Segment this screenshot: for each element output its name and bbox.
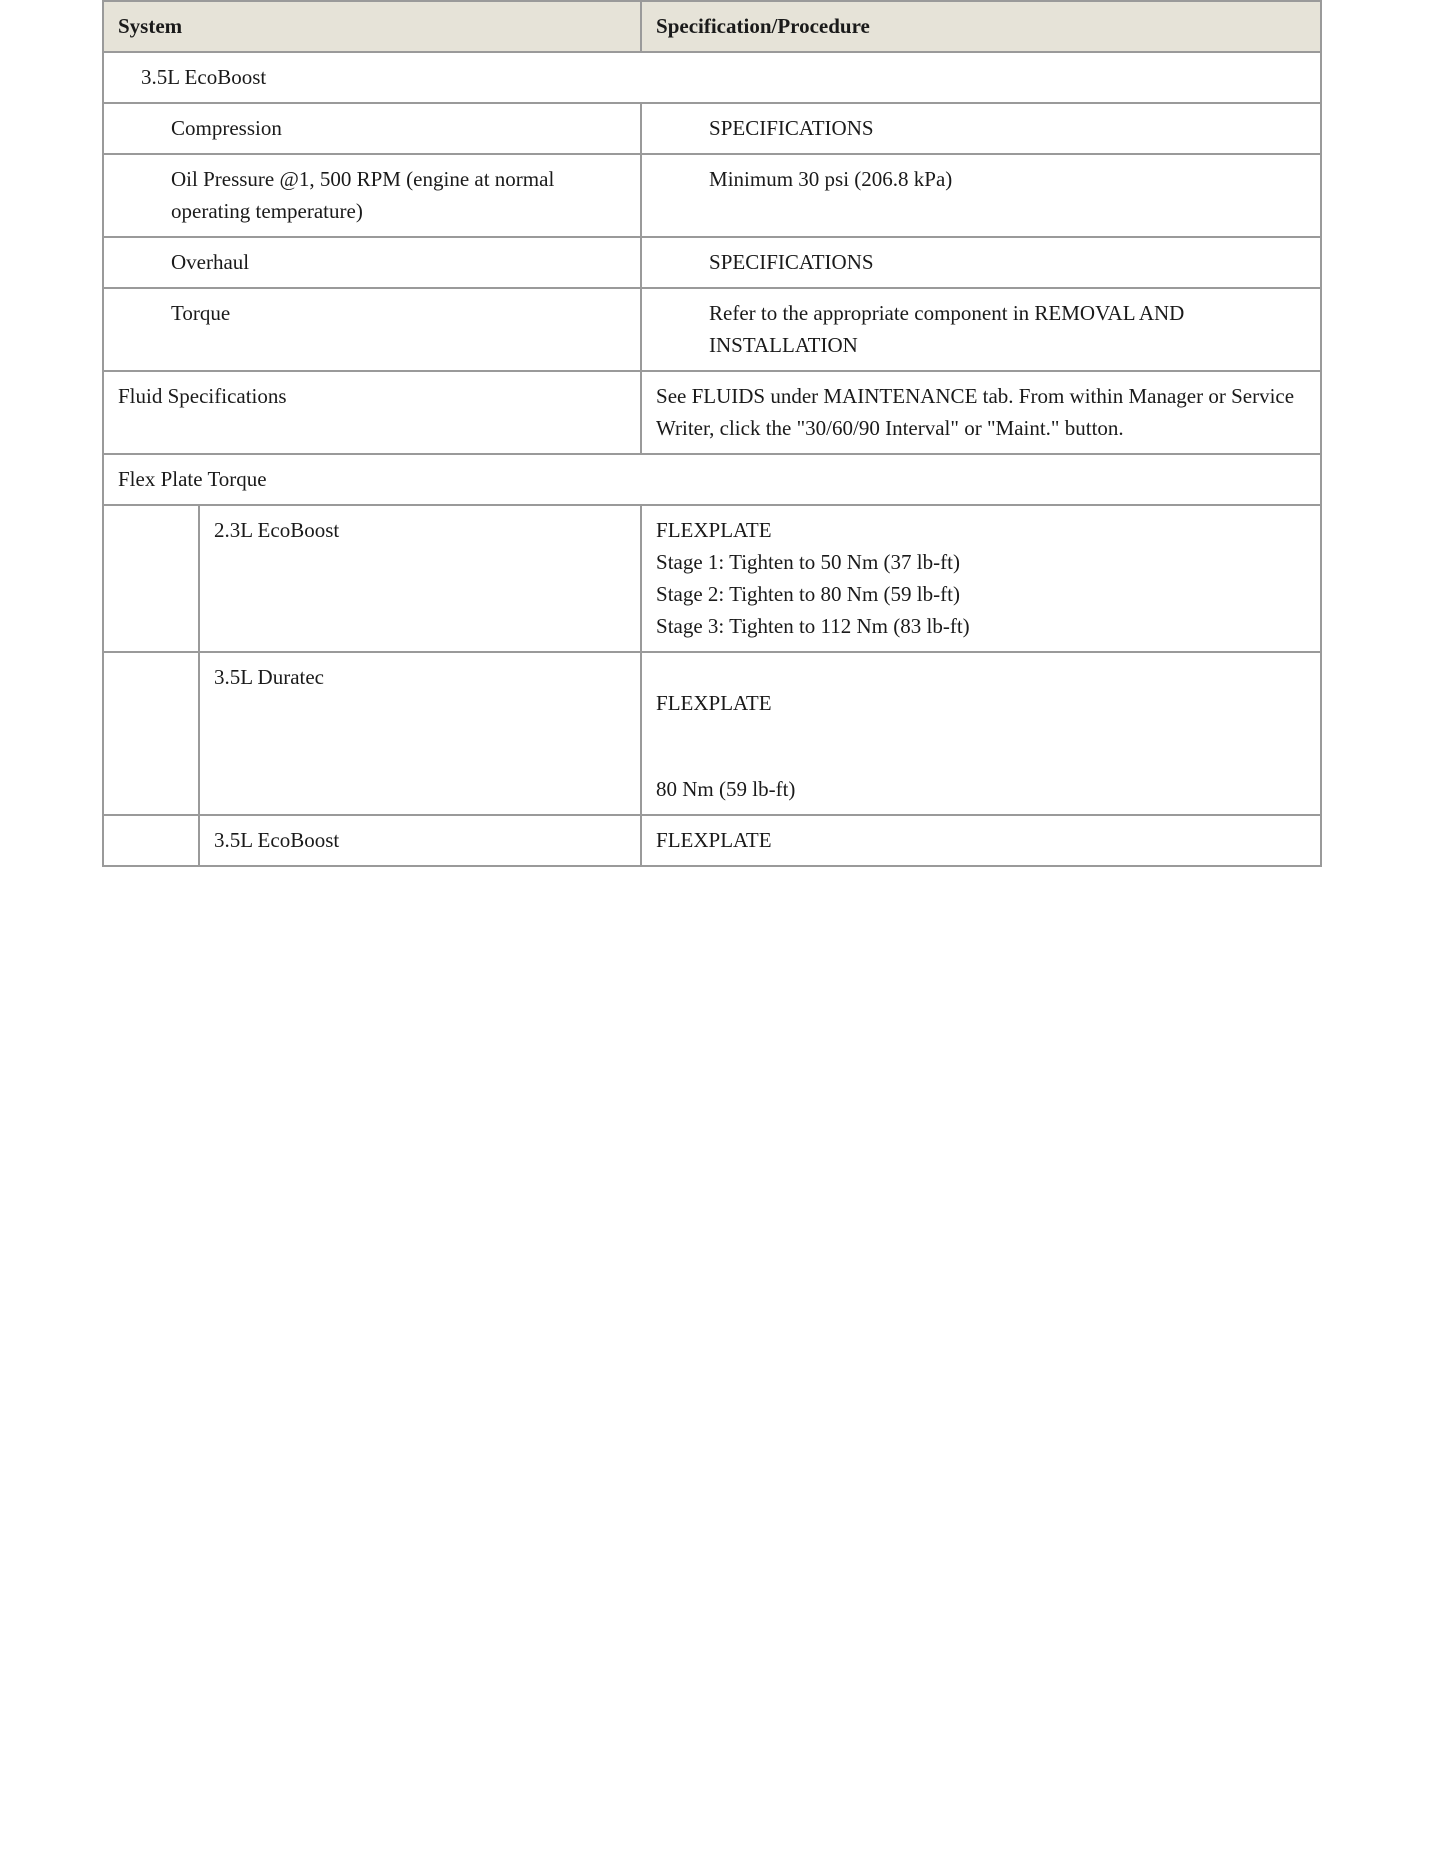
column-header-specification: Specification/Procedure <box>641 1 1321 52</box>
spec-cell: SPECIFICATIONS <box>641 237 1321 288</box>
spec-line: 80 Nm (59 lb-ft) <box>656 777 796 801</box>
spec-cell: SPECIFICATIONS <box>641 103 1321 154</box>
spec-line: Stage 3: Tighten to 112 Nm (83 lb-ft) <box>656 614 970 638</box>
spec-cell <box>641 652 1321 815</box>
spec-line: Stage 2: Tighten to 80 Nm (59 lb-ft) <box>656 582 960 606</box>
table-row <box>103 288 1321 371</box>
spec-cell: Refer to the appropriate component in REMOVAL AND INSTALLATION <box>641 288 1321 371</box>
system-cell: Overhaul <box>103 237 641 288</box>
table-row <box>103 154 1321 237</box>
table-row <box>103 371 1321 454</box>
table-row <box>103 103 1321 154</box>
spec-line: FLEXPLATE <box>656 828 772 852</box>
engine-cell: 2.3L EcoBoost <box>199 505 641 652</box>
system-cell: Oil Pressure @1, 500 RPM (engine at normal operating temperature) <box>103 154 641 237</box>
table-row <box>103 815 1321 866</box>
spec-cell <box>641 505 1321 652</box>
table-row <box>103 237 1321 288</box>
group-title-flex-plate-torque: Flex Plate Torque <box>103 454 1321 505</box>
empty-cell <box>103 652 199 815</box>
spec-line: Stage 1: Tighten to 50 Nm (37 lb-ft) <box>656 550 960 574</box>
system-cell: Torque <box>103 288 641 371</box>
empty-cell <box>103 505 199 652</box>
system-cell: Compression <box>103 103 641 154</box>
table-row <box>103 652 1321 815</box>
group-title-35-ecoboost: 3.5L EcoBoost <box>103 52 1321 103</box>
system-cell: Fluid Specifications <box>103 371 641 454</box>
empty-cell <box>103 815 199 866</box>
specification-table <box>102 0 1322 867</box>
group-row <box>103 52 1321 103</box>
table-header-row <box>103 1 1321 52</box>
spec-cell: Minimum 30 psi (206.8 kPa) <box>641 154 1321 237</box>
spec-line: FLEXPLATE <box>656 518 772 542</box>
column-header-system: System <box>103 1 641 52</box>
spec-cell <box>641 815 1321 866</box>
spec-cell: See FLUIDS under MAINTENANCE tab. From within Manager or Service Writer, click the "30/60/90 Interval" or "Maint." button. <box>641 371 1321 454</box>
group-row <box>103 454 1321 505</box>
engine-cell: 3.5L EcoBoost <box>199 815 641 866</box>
table-row <box>103 505 1321 652</box>
spec-line: FLEXPLATE <box>656 691 772 715</box>
engine-cell: 3.5L Duratec <box>199 652 641 815</box>
